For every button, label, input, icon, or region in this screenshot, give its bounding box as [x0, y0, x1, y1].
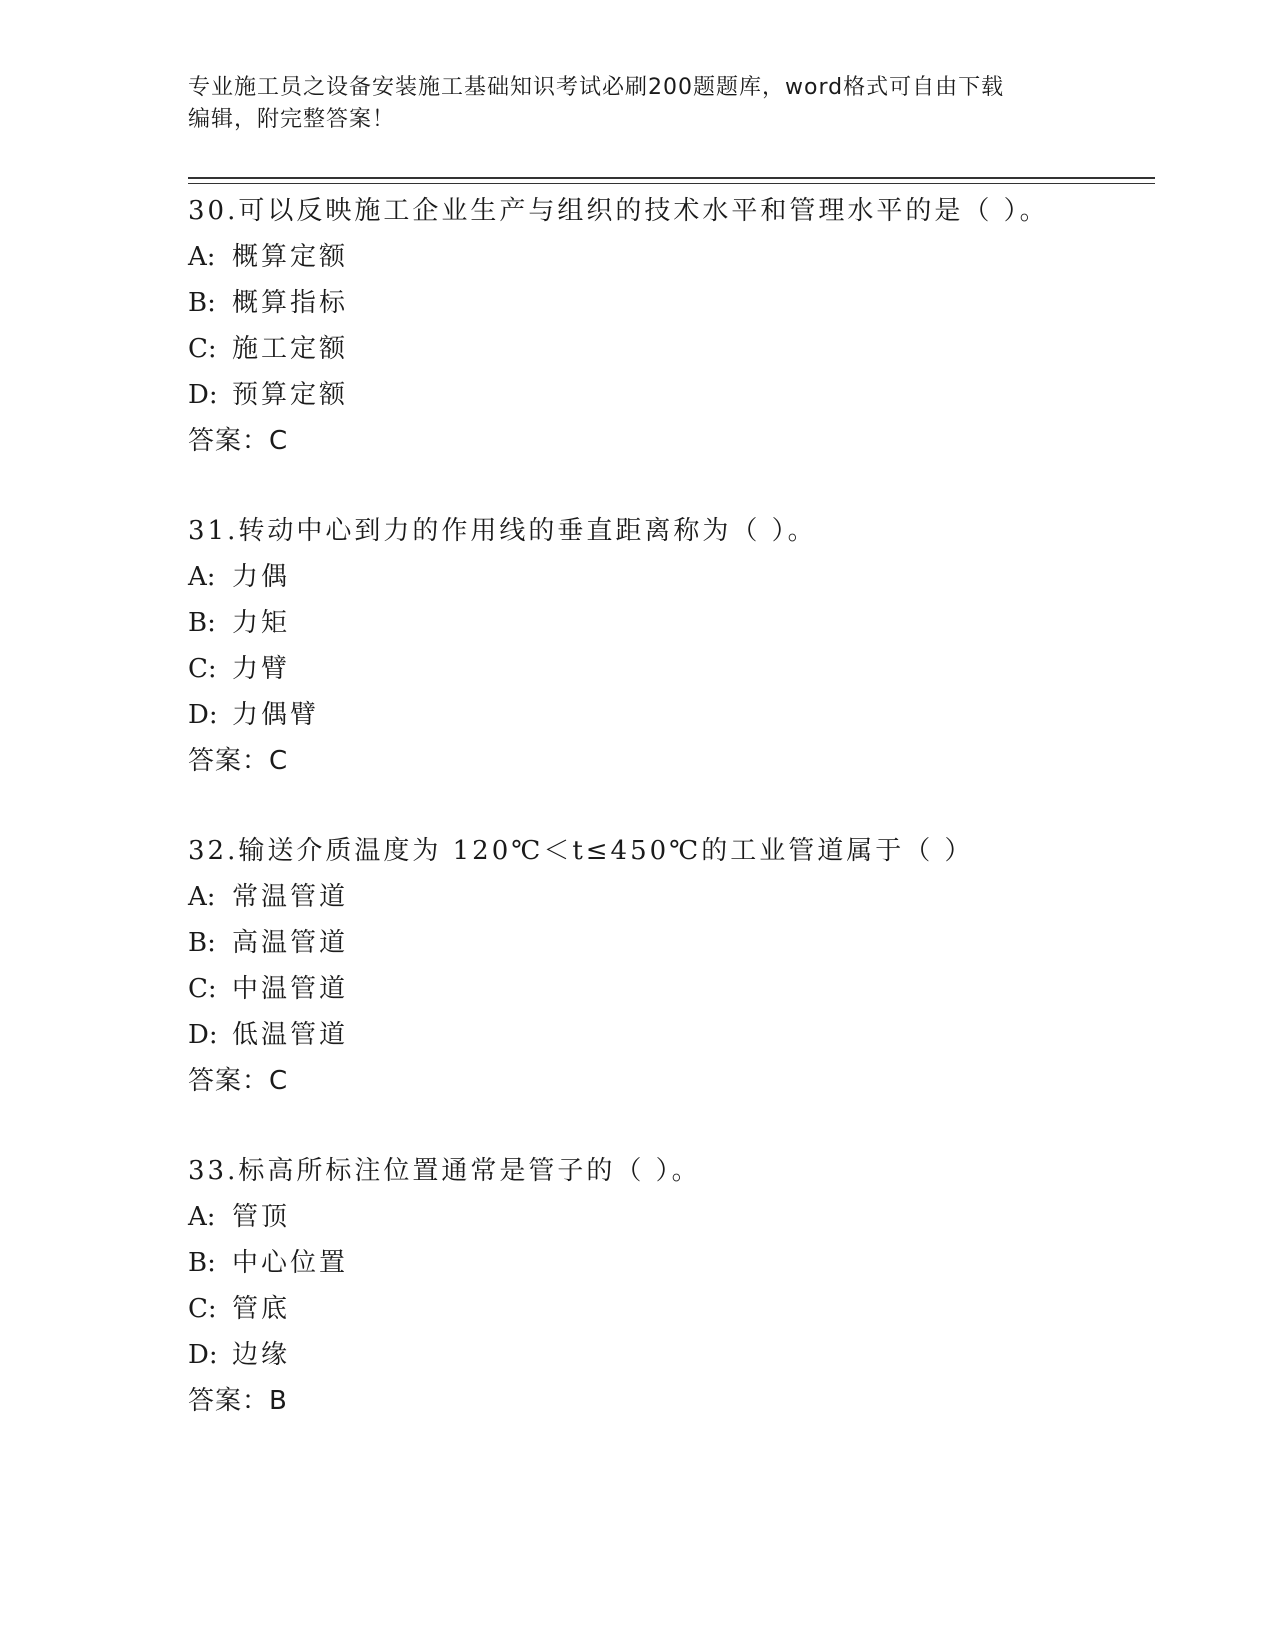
- option-label: D:: [188, 1020, 218, 1050]
- option-text: 概算定额: [232, 242, 349, 272]
- option-a: [188, 1194, 290, 1240]
- answer-text: 答案：C: [188, 1066, 289, 1096]
- option-text: 低温管道: [232, 1020, 349, 1050]
- option-d: [188, 692, 319, 738]
- answer-text: 答案：C: [188, 746, 289, 776]
- option-d: [188, 1332, 290, 1378]
- option-a: [188, 234, 348, 280]
- option-text: 常温管道: [232, 882, 349, 912]
- option-b: [188, 280, 348, 326]
- question-stem: 31.转动中心到力的作用线的垂直距离称为（ ）。: [188, 516, 817, 546]
- option-text: 概算指标: [232, 288, 349, 318]
- option-label: C:: [188, 654, 217, 684]
- question-stem: 32.输送介质温度为 120℃＜t≤450℃的工业管道属于（ ）: [188, 836, 974, 866]
- option-text: 力偶臂: [232, 700, 320, 730]
- question-list: [188, 188, 1148, 1468]
- option-label: D:: [188, 380, 218, 410]
- option-text: 预算定额: [232, 380, 349, 410]
- option-text: 边缘: [232, 1340, 291, 1370]
- option-text: 管底: [232, 1294, 291, 1324]
- question-33: [188, 1148, 1148, 1468]
- option-text: 中温管道: [232, 974, 349, 1004]
- header-title-line-1: 专业施工员之设备安装施工基础知识考试必刷200题题库，word格式可自由下载: [188, 75, 1005, 100]
- option-b: [188, 1240, 348, 1286]
- option-text: 高温管道: [232, 928, 349, 958]
- option-label: B:: [188, 608, 216, 638]
- document-header: [188, 72, 1088, 136]
- option-label: A:: [188, 562, 216, 592]
- option-label: D:: [188, 700, 218, 730]
- option-label: D:: [188, 1340, 218, 1370]
- answer-text: 答案：C: [188, 426, 289, 456]
- question-stem: 30.可以反映施工企业生产与组织的技术水平和管理水平的是（ ）。: [188, 196, 1049, 226]
- option-label: C:: [188, 1294, 217, 1324]
- option-c: [188, 966, 348, 1012]
- option-text: 中心位置: [232, 1248, 349, 1278]
- question-31: [188, 508, 1148, 828]
- option-label: B:: [188, 288, 216, 318]
- option-text: 施工定额: [232, 334, 349, 364]
- question-32: [188, 828, 1148, 1148]
- header-divider-thick: [188, 177, 1155, 179]
- option-c: [188, 646, 290, 692]
- option-text: 力矩: [232, 608, 291, 638]
- option-label: B:: [188, 1248, 216, 1278]
- option-d: [188, 372, 348, 418]
- option-text: 管顶: [232, 1202, 291, 1232]
- option-d: [188, 1012, 348, 1058]
- question-30: [188, 188, 1148, 508]
- option-a: [188, 874, 348, 920]
- header-divider-thin: [188, 183, 1155, 184]
- option-c: [188, 326, 348, 372]
- option-c: [188, 1286, 290, 1332]
- option-b: [188, 600, 290, 646]
- option-b: [188, 920, 348, 966]
- option-label: A:: [188, 1202, 216, 1232]
- option-text: 力臂: [232, 654, 291, 684]
- question-stem: 33.标高所标注位置通常是管子的（ ）。: [188, 1156, 701, 1186]
- option-label: A:: [188, 242, 216, 272]
- header-title-line-2: 编辑，附完整答案！: [188, 107, 396, 132]
- option-a: [188, 554, 290, 600]
- answer-text: 答案：B: [188, 1386, 288, 1416]
- option-label: C:: [188, 334, 217, 364]
- option-label: C:: [188, 974, 217, 1004]
- option-label: B:: [188, 928, 216, 958]
- option-label: A:: [188, 882, 216, 912]
- option-text: 力偶: [232, 562, 291, 592]
